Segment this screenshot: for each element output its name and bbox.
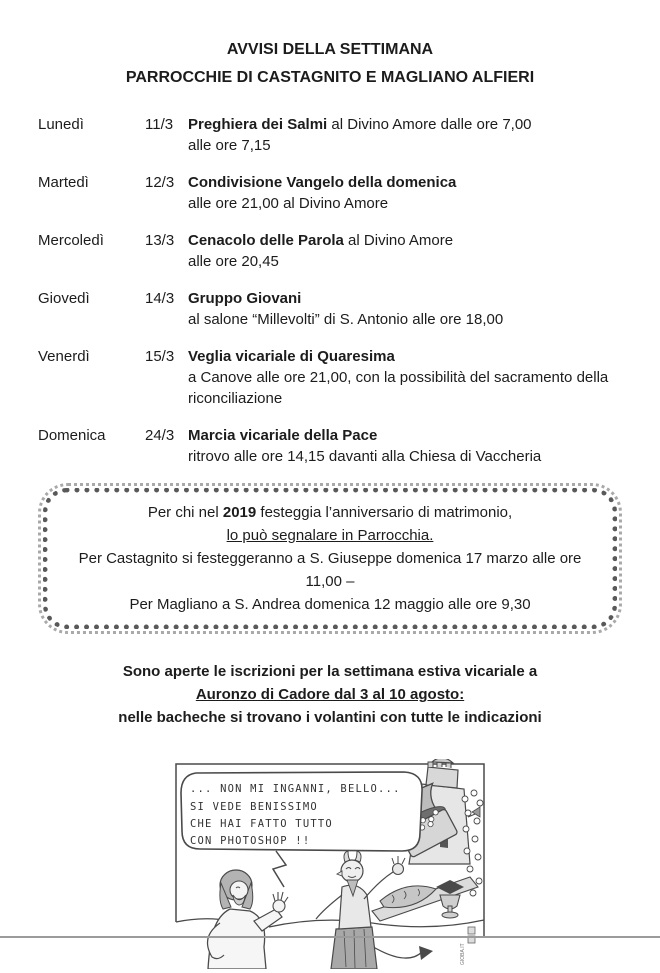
anniversary-year: 2019 — [222, 504, 257, 521]
event-title: Preghiera dei Salmi — [188, 116, 328, 133]
event-title: Marcia vicariale della Pace — [188, 427, 378, 444]
event-detail: al salone “Millevolti” di S. Antonio alle ore 18,00 — [188, 311, 504, 328]
event-detail-inline: al Divino Amore dalle ore 7,00 — [327, 116, 532, 133]
tail-arrow — [419, 946, 433, 960]
event-title: Veglia vicariale di Quaresima — [188, 348, 395, 365]
schedule-day: Domenica — [38, 427, 106, 444]
schedule-description — [188, 230, 622, 272]
schedule-row-sunday — [38, 425, 660, 467]
event-title: Cenacolo delle Parola — [188, 232, 344, 249]
signature — [460, 927, 475, 965]
schedule-description — [188, 346, 622, 409]
signature-text: GIOBA.IT — [460, 943, 466, 965]
schedule-day: Mercoledì — [38, 232, 104, 249]
bubble-tail-bolt — [273, 851, 286, 887]
speech-text: CON PHOTOSHOP !! — [190, 835, 311, 847]
schedule-description — [188, 425, 622, 467]
schedule-date: 11/3 — [145, 116, 174, 133]
weekly-schedule — [0, 114, 660, 467]
anniversary-line-4: Per Magliano a S. Andrea domenica 12 maggio alle ore 9,30 — [129, 596, 531, 613]
anniversary-text: festeggia l’anniversario di matrimonio, — [256, 504, 513, 521]
schedule-row-tuesday — [38, 172, 660, 214]
horn — [355, 851, 361, 862]
torso — [339, 885, 371, 929]
schedule-date: 24/3 — [145, 427, 175, 444]
event-detail: ritrovo alle ore 14,15 davanti alla Chiesa di Vaccheria — [188, 448, 542, 465]
document-header — [0, 0, 660, 92]
anniversary-line-1 — [62, 501, 598, 524]
summer-notice-line-2 — [0, 683, 660, 706]
anniversary-line-2 — [62, 524, 598, 547]
event-detail: alle ore 21,00 al Divino Amore — [188, 195, 389, 212]
schedule-date: 14/3 — [145, 290, 175, 307]
anniversary-box-content — [43, 488, 617, 629]
summer-notice-line-3: nelle bacheche si trovano i volantini con tutte le indicazioni — [118, 709, 542, 726]
event-title: Condivisione Vangelo della domenica — [188, 174, 457, 191]
anniversary-text: Per chi nel — [147, 504, 223, 521]
speech-text: ... NON MI INGANNI, BELLO... — [190, 783, 401, 795]
page-title: AVVISI DELLA SETTIMANA — [226, 41, 434, 58]
hand — [273, 900, 285, 912]
summer-notice-underlined: Auronzo di Cadore dal 3 al 10 agosto: — [195, 686, 465, 703]
open-palm — [393, 864, 404, 875]
event-detail-inline: al Divino Amore — [343, 232, 454, 249]
speech-text: SI VEDE BENISSIMO — [190, 801, 318, 813]
schedule-date: 13/3 — [145, 232, 175, 249]
summer-notice — [0, 660, 660, 729]
jesus-figure — [208, 870, 289, 969]
cartoon — [174, 759, 486, 973]
horn — [344, 851, 350, 862]
schedule-day: Giovedì — [38, 290, 90, 307]
schedule-description — [188, 114, 622, 156]
hill-line — [269, 920, 484, 927]
schedule-date: 15/3 — [145, 348, 175, 365]
devil-head — [341, 860, 363, 882]
anniversary-underlined-text: lo può segnalare in Parrocchia. — [226, 527, 434, 544]
speech-bubble — [181, 772, 422, 887]
schedule-row-monday — [38, 114, 660, 156]
anniversary-box — [38, 483, 622, 634]
schedule-row-thursday — [38, 288, 660, 330]
event-title: Gruppo Giovani — [188, 290, 302, 307]
event-detail: riconciliazione — [188, 390, 283, 407]
pointed-ear — [337, 871, 342, 876]
anniversary-line-3: Per Castagnito si festeggeranno a S. Giuseppe domenica 17 marzo alle ore 11,00 – — [78, 550, 582, 590]
schedule-day: Lunedì — [38, 116, 84, 133]
schedule-day: Venerdì — [38, 348, 90, 365]
schedule-row-friday — [38, 346, 660, 409]
schedule-day: Martedì — [38, 174, 89, 191]
castle-dome — [432, 759, 453, 763]
castle-pennant — [472, 807, 480, 817]
event-detail: a Canove alle ore 21,00, con la possibilità del sacramento della — [188, 369, 609, 386]
event-detail: alle ore 20,45 — [188, 253, 279, 270]
tail — [370, 945, 422, 958]
schedule-row-wednesday — [38, 230, 660, 272]
schedule-description — [188, 288, 622, 330]
speech-text: CHE HAI FATTO TUTTO — [190, 818, 333, 830]
page-bottom-rule — [0, 936, 660, 938]
page-subtitle: PARROCCHIE DI CASTAGNITO E MAGLIANO ALFIERI — [125, 69, 535, 86]
schedule-description — [188, 172, 622, 214]
event-detail: alle ore 7,15 — [188, 137, 271, 154]
schedule-date: 12/3 — [145, 174, 175, 191]
summer-notice-line-1: Sono aperte le iscrizioni per la settimana estiva vicariale a — [122, 663, 538, 680]
